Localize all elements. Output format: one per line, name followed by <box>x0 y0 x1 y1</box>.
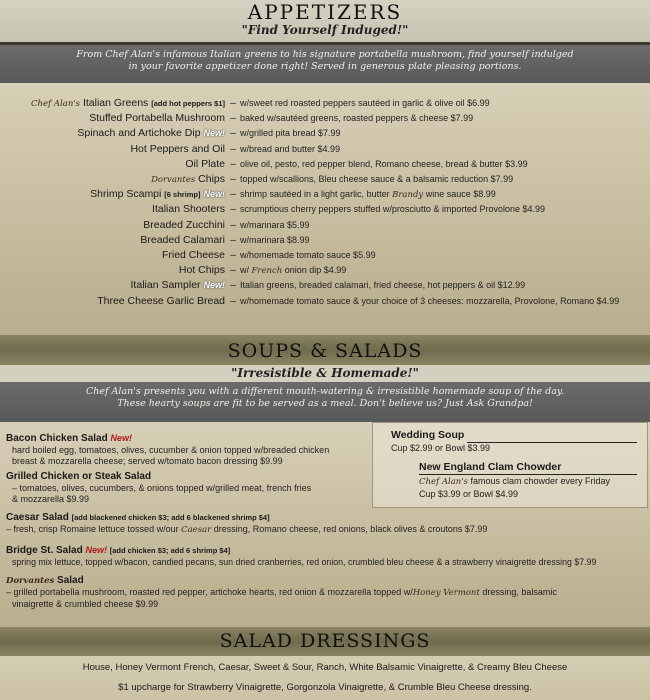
desc-brand: Brandy <box>392 190 424 201</box>
salad-name: Caesar Salad <box>6 512 69 523</box>
salad-desc-line2: vinaigrette & crumbled cheese $9.99 <box>12 599 159 609</box>
salad-name: Bacon Chicken Salad <box>6 433 108 444</box>
salad-desc-line2: breast & mozzarella cheese; served w/tomato bacon dressing $9.99 <box>12 456 283 466</box>
appetizer-name: Hot Peppers and Oil <box>130 142 225 155</box>
appetizers-intro <box>0 45 650 83</box>
appetizer-row <box>0 157 650 172</box>
appetizer-name-cell <box>77 126 225 141</box>
soup-wedding-price: Cup $2.99 or Bowl $3.99 <box>391 443 491 453</box>
appetizer-name-cell <box>90 187 225 202</box>
appetizer-row <box>0 126 650 141</box>
soups-salads-subtitle: "Irresistible & Homemade!" <box>231 366 419 380</box>
appetizers-header <box>0 0 650 42</box>
appetizer-name-cell <box>151 172 225 188</box>
appetizer-name: Shrimp Scampi <box>90 188 162 201</box>
dash-separator: – <box>230 280 236 292</box>
dash-separator: – <box>230 174 236 185</box>
appetizer-name: Oil Plate <box>185 157 225 170</box>
appetizer-row <box>0 142 650 157</box>
appetizer-name: Three Cheese Garlic Bread <box>97 294 225 307</box>
dorvantes-brand: Dorvantes <box>6 576 55 586</box>
dressings-title: SALAD DRESSINGS <box>219 630 431 652</box>
appetizer-name-cell <box>130 142 225 157</box>
salad-name: Bridge St. Salad <box>6 545 83 556</box>
appetizer-row <box>0 248 650 263</box>
salad-desc-part1: – fresh, crisp Romaine lettuce tossed w/our <box>6 524 179 534</box>
dash-separator: – <box>230 250 236 261</box>
appetizer-row <box>0 218 650 233</box>
caesar-brand: Caesar <box>181 525 212 535</box>
appetizer-row <box>0 278 650 293</box>
dash-separator: – <box>230 158 236 170</box>
appetizer-desc: w/bread and butter $4.99 <box>240 143 341 154</box>
salad-caesar <box>6 512 646 536</box>
appetizer-desc: w/marinara $8.99 <box>240 234 310 245</box>
salad-name: Grilled Chicken or Steak Salad <box>6 471 152 482</box>
soup-underline <box>419 474 637 475</box>
salad-dorvantes <box>6 575 646 610</box>
appetizer-name-cell <box>89 111 225 126</box>
appetizer-desc: w/grilled pita bread $7.99 <box>240 128 341 139</box>
dash-separator: – <box>230 128 236 140</box>
appetizer-row <box>0 294 650 309</box>
appetizer-name-cell <box>131 278 225 293</box>
new-badge: New! <box>203 189 225 200</box>
dash-separator: – <box>230 113 236 125</box>
dash-separator: – <box>230 265 236 277</box>
soups-salads-header <box>0 335 650 365</box>
appetizer-name-cell <box>143 218 225 233</box>
new-badge: New! <box>110 433 132 443</box>
salad-desc-line1: – tomatoes, olives, cucumbers, & onions topped w/grilled meat, french fries <box>12 483 312 493</box>
soups-salads-intro-line1: Chef Alan's presents you with a different mouth-watering & irresistible homemade soup of the day. <box>86 386 564 397</box>
appetizer-name: Breaded Zucchini <box>143 218 225 231</box>
appetizers-subtitle: "Find Yourself Induged!" <box>241 23 409 37</box>
dash-separator: – <box>230 189 236 201</box>
appetizer-name-cell <box>140 233 225 248</box>
soup-underline <box>467 442 637 443</box>
appetizer-name: Spinach and Artichoke Dip <box>77 127 201 140</box>
soups-salads-intro-line2: These hearty soups are fit to be served as a meal. Don't believe us? Just Ask Grandpa! <box>117 398 533 409</box>
salad-addon: [add blackened chicken $3; add 6 blackened shrimp $4] <box>71 513 270 522</box>
chef-alans-brand: Chef Alan's <box>419 477 468 487</box>
appetizer-row <box>0 233 650 248</box>
soup-box <box>372 422 648 508</box>
appetizer-name-cell <box>162 248 225 263</box>
desc-part1: w/ <box>240 265 249 276</box>
soups-salads-title: SOUPS & SALADS <box>227 340 423 362</box>
appetizer-row <box>0 187 650 202</box>
appetizer-name: Stuffed Portabella Mushroom <box>89 112 225 125</box>
dash-separator: – <box>230 219 236 231</box>
salad-desc-line2: & mozzarella $9.99 <box>12 494 90 504</box>
appetizer-addon: [6 shrimp] <box>164 190 201 200</box>
salad-addon: [add chicken $3; add 6 shrimp $4] <box>109 546 231 555</box>
appetizer-desc: w/homemade tomato sauce $5.99 <box>240 250 376 260</box>
appetizer-name: Italian Greens <box>82 97 149 109</box>
salad-desc-part1: – grilled portabella mushroom, roasted red pepper, artichoke hearts, red onion & mozzarella topped w/ <box>6 587 413 597</box>
appetizer-name-cell <box>31 96 225 112</box>
desc-brand: French <box>251 266 283 277</box>
appetizer-desc: Italian greens, breaded calamari, fried cheese, hot peppers & oil $12.99 <box>240 280 526 291</box>
salad-name: Salad <box>57 575 84 586</box>
appetizer-name-cell <box>97 294 225 309</box>
dash-separator: – <box>230 98 236 109</box>
salad-desc-line1: hard boiled egg, tomatoes, olives, cucumber & onion topped w/breaded chicken <box>12 445 330 455</box>
appetizer-desc: topped w/scallions, Bleu cheese sauce & a balsamic reduction $7.99 <box>240 174 514 184</box>
appetizer-row <box>0 172 650 187</box>
appetizer-addon: [add hot peppers $1] <box>151 99 225 108</box>
salad-desc-part2: dressing, Romano cheese, red onions, black olives & croutons $7.99 <box>213 524 488 534</box>
appetizer-desc: olive oil, pesto, red pepper blend, Romano cheese, bread & butter $3.99 <box>240 158 528 169</box>
dressings-line2: $1 upcharge for Strawberry Vinaigrette, Gorgonzola Vinaigrette, & Crumble Bleu Cheese dressing. <box>118 682 532 693</box>
appetizer-name: Chips <box>198 173 225 185</box>
appetizers-intro-line2: in your favorite appetizer done right! Served in generous plate pleasing portions. <box>128 61 522 72</box>
dressings-line1: House, Honey Vermont French, Caesar, Sweet & Sour, Ranch, White Balsamic Vinaigrette, & Creamy Bleu Cheese <box>82 662 568 673</box>
appetizers-title: APPETIZERS <box>247 0 403 24</box>
new-badge: New! <box>85 545 107 555</box>
appetizer-desc: w/sweet red roasted peppers sautéed in garlic & olive oil $6.99 <box>240 98 490 108</box>
salad-desc-line1: spring mix lettuce, topped w/bacon, candied pecans, sun dried cranberries, red onion, crumbled bleu cheese & a strawberry vinaigrette dressing $7.99 <box>12 557 597 567</box>
soups-salads-intro <box>0 382 650 422</box>
appetizer-row <box>0 111 650 126</box>
dash-separator: – <box>230 234 236 246</box>
dash-separator: – <box>230 295 236 307</box>
appetizer-name: Italian Sampler <box>130 279 201 292</box>
appetizer-row <box>0 202 650 217</box>
soup-wedding-title: Wedding Soup <box>391 429 465 441</box>
appetizer-name: Italian Shooters <box>152 203 225 216</box>
salad-desc-part2: dressing, balsamic <box>482 587 557 597</box>
appetizer-desc: baked w/sautéed greens, roasted peppers & cheese $7.99 <box>240 113 474 124</box>
new-badge: New! <box>203 128 225 139</box>
appetizer-name: Hot Chips <box>178 264 225 277</box>
soup-clam-desc: famous clam chowder every Friday <box>470 476 611 486</box>
appetizer-name-cell <box>179 263 225 278</box>
honey-vermont-brand: Honey Vermont <box>412 588 480 598</box>
appetizers-intro-line1: From Chef Alan's infamous Italian greens to his signature portabella mushroom, find yourself indulged <box>76 49 574 60</box>
appetizer-desc: scrumptious cherry peppers stuffed w/prosciutto & imported Provolone $4.99 <box>240 204 545 215</box>
dash-separator: – <box>230 143 236 155</box>
appetizer-desc <box>240 263 346 279</box>
appetizer-desc: w/marinara $5.99 <box>240 219 310 230</box>
salad-bridge-st <box>6 544 646 568</box>
appetizer-name: Fried Cheese <box>161 249 225 261</box>
appetizer-row <box>0 96 650 111</box>
desc-part1: shrimp sautéed in a light garlic, butter <box>240 189 390 200</box>
new-badge: New! <box>203 280 225 291</box>
brand-label: Dorvantes <box>151 175 196 185</box>
brand-label: Chef Alan's <box>31 99 81 109</box>
desc-part2: wine sauce $8.99 <box>425 189 496 200</box>
appetizer-name: Breaded Calamari <box>140 233 225 246</box>
soup-clam-title: New England Clam Chowder <box>419 461 562 473</box>
desc-part2: onion dip $4.99 <box>284 265 347 276</box>
appetizer-name-cell <box>152 202 225 217</box>
dash-separator: – <box>230 204 236 216</box>
appetizer-name-cell <box>185 157 225 172</box>
appetizer-row <box>0 263 650 278</box>
appetizer-desc: w/homemade tomato sauce & your choice of 3 cheeses: mozzarella, Provolone, Romano $4.99 <box>240 295 620 306</box>
appetizer-desc <box>240 187 496 203</box>
dressings-header <box>0 627 650 656</box>
soups-salads-subtitle-bar <box>0 365 650 382</box>
soup-clam-price: Cup $3.99 or Bowl $4.99 <box>419 489 519 499</box>
